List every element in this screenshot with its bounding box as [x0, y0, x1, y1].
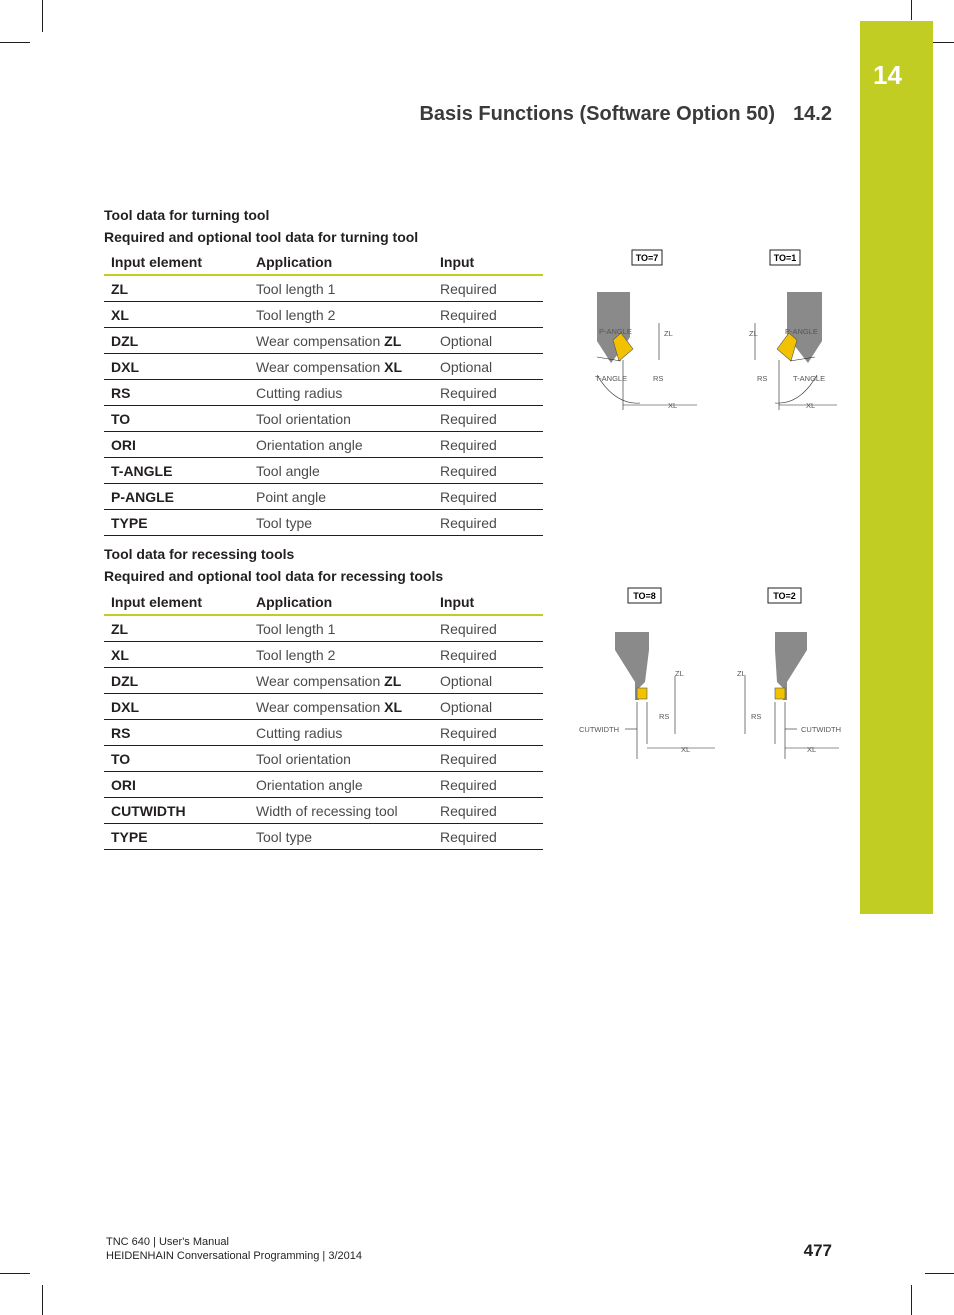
table-row	[104, 798, 543, 824]
table-row	[104, 458, 543, 484]
input-requirement-cell: Required	[433, 824, 543, 850]
application-text: Orientation angle	[256, 776, 363, 793]
input-requirement-cell: Required	[433, 510, 543, 536]
turning-table-body	[104, 275, 543, 536]
application-cell	[249, 458, 433, 484]
header-title: Basis Functions (Software Option 50)	[419, 103, 776, 125]
input-requirement-cell: Optional	[433, 668, 543, 694]
table-header-row	[104, 590, 543, 615]
application-text: Orientation angle	[256, 436, 363, 453]
input-requirement-cell: Required	[433, 642, 543, 668]
turning-table-caption: Required and optional tool data for turning tool	[104, 229, 419, 245]
input-requirement-cell: Required	[433, 302, 543, 328]
p-angle-label: P-ANGLE	[785, 327, 818, 336]
input-element-cell: ORI	[104, 772, 249, 798]
table-row	[104, 380, 543, 406]
input-element-cell: CUTWIDTH	[104, 798, 249, 824]
crop-mark	[933, 42, 954, 43]
xl-label: XL	[668, 401, 678, 410]
application-cell	[249, 720, 433, 746]
application-text: Width of recessing tool	[256, 802, 398, 819]
table-header-row	[104, 250, 543, 275]
footer-line-2: HEIDENHAIN Conversational Programming | 3/2014	[106, 1250, 362, 1262]
application-cell	[249, 354, 433, 380]
input-element-cell: T-ANGLE	[104, 458, 249, 484]
xl-label: XL	[806, 401, 816, 410]
t-angle-label: T-ANGLE	[595, 374, 628, 383]
table-row	[104, 720, 543, 746]
input-element-cell: RS	[104, 720, 249, 746]
table-row	[104, 694, 543, 720]
recessing-tool-diagram	[575, 584, 850, 759]
recessing-table-caption: Required and optional tool data for recessing tools	[104, 568, 444, 584]
application-bold-term: XL	[384, 698, 403, 715]
turning-tool-table	[104, 250, 543, 536]
rs-label: RS	[757, 374, 768, 383]
input-element-cell: ORI	[104, 432, 249, 458]
recessing-tool-right	[737, 632, 841, 759]
input-element-cell: TYPE	[104, 510, 249, 536]
input-requirement-cell: Required	[433, 432, 543, 458]
column-header: Input element	[104, 590, 249, 615]
turning-section-title: Tool data for turning tool	[104, 207, 270, 223]
application-cell	[249, 510, 433, 536]
orientation-tag-left: TO=7	[635, 253, 659, 263]
table-row	[104, 746, 543, 772]
application-cell	[249, 642, 433, 668]
turning-tool-diagram	[575, 245, 850, 415]
rs-label: RS	[751, 712, 762, 721]
recessing-section-title: Tool data for recessing tools	[104, 546, 295, 562]
crop-mark	[911, 0, 912, 20]
column-header: Input	[433, 590, 543, 615]
zl-label: ZL	[749, 329, 758, 338]
application-cell	[249, 615, 433, 642]
input-element-cell: XL	[104, 642, 249, 668]
xl-label: XL	[807, 745, 817, 754]
table-row	[104, 668, 543, 694]
table-row	[104, 615, 543, 642]
crop-mark	[911, 1285, 912, 1315]
application-text: Tool type	[256, 828, 313, 845]
application-bold-term: ZL	[384, 332, 402, 349]
application-text: Wear compensation	[256, 332, 381, 349]
chapter-number: 14	[873, 60, 902, 90]
zl-label: ZL	[664, 329, 673, 338]
application-cell	[249, 746, 433, 772]
input-element-cell: DZL	[104, 328, 249, 354]
application-text: Tool length 1	[256, 280, 336, 297]
table-row	[104, 328, 543, 354]
application-cell	[249, 484, 433, 510]
column-header: Input element	[104, 250, 249, 275]
recessing-table-body	[104, 615, 543, 850]
application-cell	[249, 406, 433, 432]
crop-mark	[0, 1273, 30, 1274]
input-element-cell: TYPE	[104, 824, 249, 850]
cutwidth-label: CUTWIDTH	[801, 725, 841, 734]
input-element-cell: TO	[104, 406, 249, 432]
application-text: Tool type	[256, 514, 313, 531]
input-element-cell: DXL	[104, 694, 249, 720]
input-element-cell: P-ANGLE	[104, 484, 249, 510]
input-element-cell: TO	[104, 746, 249, 772]
input-requirement-cell: Required	[433, 406, 543, 432]
input-requirement-cell: Required	[433, 720, 543, 746]
column-header: Application	[249, 250, 433, 275]
recessing-tool-table	[104, 590, 543, 850]
application-cell	[249, 668, 433, 694]
t-angle-label: T-ANGLE	[793, 374, 826, 383]
application-text: Tool length 2	[256, 306, 336, 323]
orientation-tag-right: TO=2	[773, 591, 796, 601]
crop-mark	[925, 1273, 954, 1274]
crop-mark	[0, 42, 30, 43]
application-text: Tool angle	[256, 462, 320, 479]
page-header	[300, 103, 832, 126]
input-requirement-cell: Required	[433, 772, 543, 798]
input-element-cell: DXL	[104, 354, 249, 380]
input-element-cell: ZL	[104, 615, 249, 642]
column-header: Input	[433, 250, 543, 275]
application-text: Cutting radius	[256, 724, 343, 741]
table-row	[104, 354, 543, 380]
application-cell	[249, 694, 433, 720]
input-requirement-cell: Required	[433, 484, 543, 510]
application-text: Point angle	[256, 488, 327, 505]
p-angle-label: P-ANGLE	[599, 327, 632, 336]
page-number: 477	[803, 1241, 832, 1260]
application-bold-term: XL	[384, 358, 403, 375]
input-requirement-cell: Required	[433, 458, 543, 484]
input-requirement-cell: Required	[433, 275, 543, 302]
application-cell	[249, 328, 433, 354]
xl-label: XL	[681, 745, 691, 754]
orientation-tag-left: TO=8	[633, 591, 656, 601]
table-row	[104, 824, 543, 850]
recessing-tool-left	[579, 632, 715, 759]
application-text: Wear compensation	[256, 358, 381, 375]
table-row	[104, 432, 543, 458]
application-text: Tool orientation	[256, 410, 351, 427]
footer-line-1: TNC 640 | User's Manual	[106, 1236, 229, 1248]
input-requirement-cell: Optional	[433, 354, 543, 380]
application-text: Wear compensation	[256, 672, 381, 689]
column-header: Application	[249, 590, 433, 615]
input-requirement-cell: Required	[433, 380, 543, 406]
turning-tool-right	[749, 292, 837, 410]
chapter-tab	[860, 21, 933, 914]
zl-label: ZL	[675, 669, 684, 678]
input-element-cell: RS	[104, 380, 249, 406]
input-requirement-cell: Required	[433, 746, 543, 772]
application-cell	[249, 798, 433, 824]
table-row	[104, 484, 543, 510]
application-cell	[249, 275, 433, 302]
application-cell	[249, 380, 433, 406]
input-requirement-cell: Required	[433, 615, 543, 642]
application-text: Cutting radius	[256, 384, 343, 401]
turning-tool-left	[595, 292, 697, 410]
application-text: Tool length 2	[256, 646, 336, 663]
input-requirement-cell: Required	[433, 798, 543, 824]
application-text: Tool length 1	[256, 620, 336, 637]
rs-label: RS	[659, 712, 670, 721]
application-text: Wear compensation	[256, 698, 381, 715]
zl-label: ZL	[737, 669, 746, 678]
crop-mark	[42, 1285, 43, 1315]
table-row	[104, 275, 543, 302]
input-requirement-cell: Optional	[433, 328, 543, 354]
input-element-cell: XL	[104, 302, 249, 328]
table-row	[104, 302, 543, 328]
orientation-tag-right: TO=1	[773, 253, 797, 263]
application-text: Tool orientation	[256, 750, 351, 767]
table-row	[104, 772, 543, 798]
input-element-cell: ZL	[104, 275, 249, 302]
application-bold-term: ZL	[384, 672, 402, 689]
cutwidth-label: CUTWIDTH	[579, 725, 619, 734]
application-cell	[249, 824, 433, 850]
header-section-number: 14.2	[793, 103, 832, 125]
footer-text	[106, 1235, 362, 1263]
input-requirement-cell: Optional	[433, 694, 543, 720]
application-cell	[249, 772, 433, 798]
input-element-cell: DZL	[104, 668, 249, 694]
table-row	[104, 510, 543, 536]
application-cell	[249, 302, 433, 328]
rs-label: RS	[653, 374, 664, 383]
application-cell	[249, 432, 433, 458]
table-row	[104, 642, 543, 668]
table-row	[104, 406, 543, 432]
crop-mark	[42, 0, 43, 32]
